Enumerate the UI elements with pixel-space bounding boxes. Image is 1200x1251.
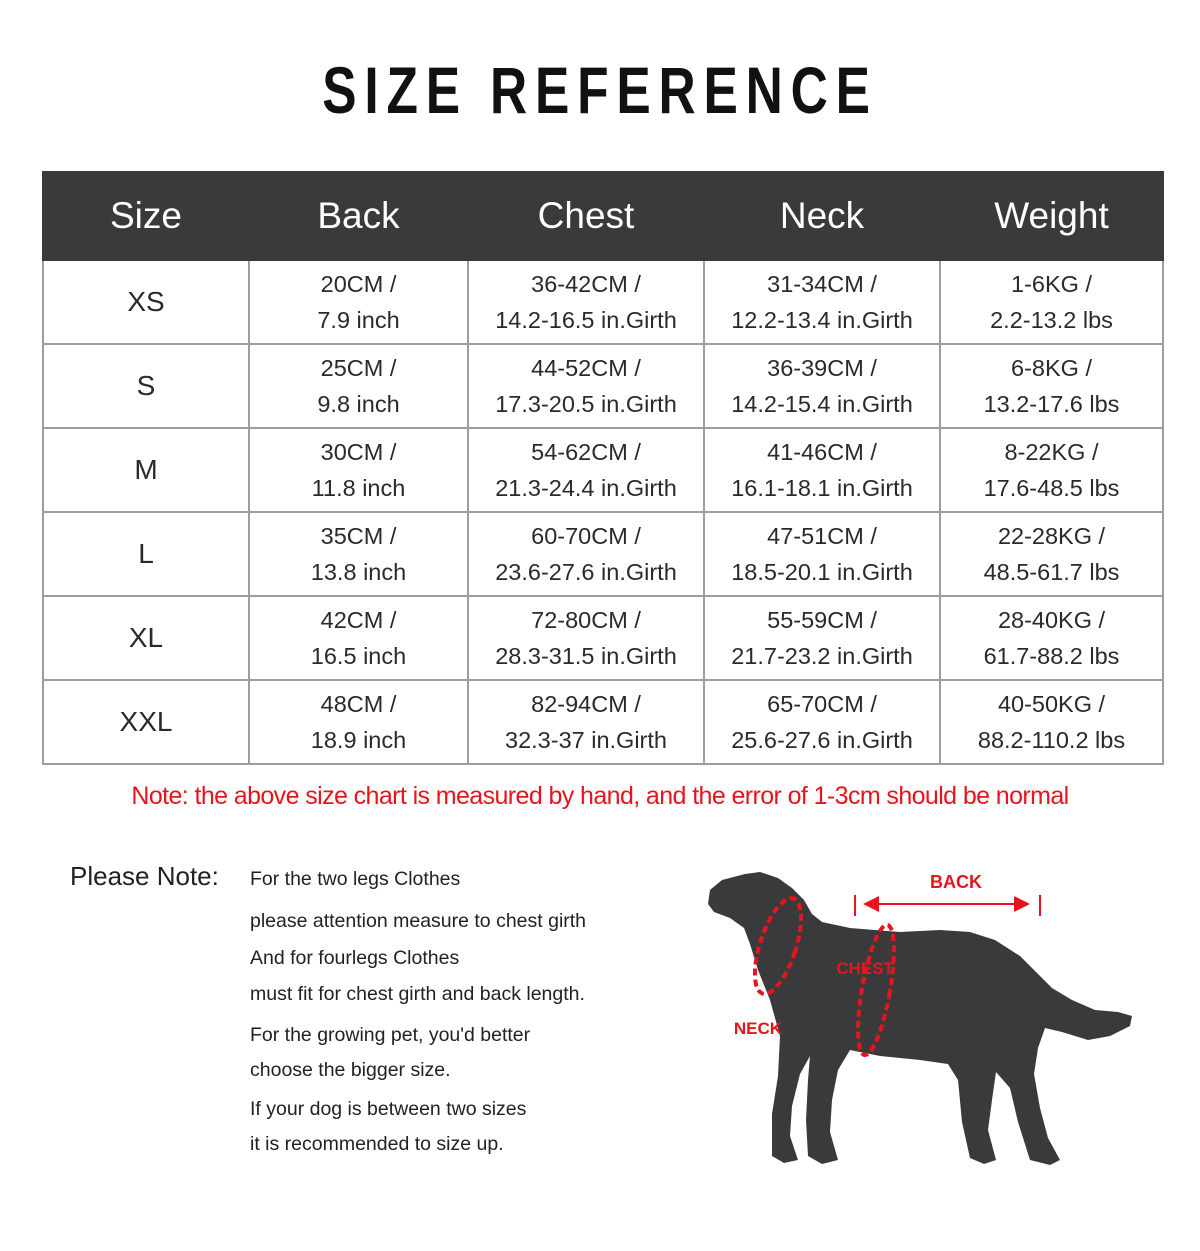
table-row <box>43 344 1163 428</box>
weight-kg: 6-8KG / <box>1011 355 1092 381</box>
note-line: If your dog is between two sizes <box>250 1098 527 1120</box>
chest-cm: 44-52CM / <box>531 355 641 381</box>
back-inch: 7.9 inch <box>317 307 400 333</box>
weight-cell <box>940 512 1163 596</box>
back-cm: 35CM / <box>320 523 397 549</box>
weight-lbs: 17.6-48.5 lbs <box>983 475 1120 501</box>
size-cell: XL <box>43 596 249 680</box>
neck-inch: 16.1-18.1 in.Girth <box>731 475 913 501</box>
back-cell <box>249 596 468 680</box>
table-row <box>43 428 1163 512</box>
chest-cell <box>468 344 704 428</box>
weight-cell <box>940 428 1163 512</box>
back-cell <box>249 512 468 596</box>
weight-cell <box>940 260 1163 344</box>
header-back: Back <box>249 172 468 260</box>
chest-inch: 17.3-20.5 in.Girth <box>495 391 677 417</box>
back-cm: 48CM / <box>320 691 397 717</box>
measurement-note: Note: the above size chart is measured by hand, and the error of 1-3cm should be normal <box>131 782 1069 810</box>
neck-cell <box>704 260 940 344</box>
neck-cm: 47-51CM / <box>767 523 877 549</box>
size-cell: XS <box>43 260 249 344</box>
table-row <box>43 596 1163 680</box>
dog-measurement-diagram <box>700 860 1140 1170</box>
chest-inch: 14.2-16.5 in.Girth <box>495 307 677 333</box>
weight-lbs: 2.2-13.2 lbs <box>990 307 1113 333</box>
back-cell <box>249 428 468 512</box>
note-line: And for fourlegs Clothes <box>250 947 460 969</box>
chest-inch: 32.3-37 in.Girth <box>505 727 667 753</box>
please-note-label: Please Note: <box>70 861 219 891</box>
note-line: it is recommended to size up. <box>250 1133 504 1155</box>
back-label: BACK <box>930 872 982 892</box>
back-cell <box>249 344 468 428</box>
weight-kg: 8-22KG / <box>1004 439 1099 465</box>
neck-inch: 21.7-23.2 in.Girth <box>731 643 913 669</box>
weight-kg: 1-6KG / <box>1011 271 1092 297</box>
back-cm: 30CM / <box>320 439 397 465</box>
back-cm: 25CM / <box>320 355 397 381</box>
chest-cell <box>468 512 704 596</box>
header-size: Size <box>43 172 249 260</box>
chest-cell <box>468 680 704 764</box>
neck-cell <box>704 680 940 764</box>
neck-cell <box>704 596 940 680</box>
neck-cell <box>704 512 940 596</box>
chest-inch: 21.3-24.4 in.Girth <box>495 475 677 501</box>
table-row <box>43 512 1163 596</box>
neck-cm: 65-70CM / <box>767 691 877 717</box>
back-inch: 18.9 inch <box>310 727 407 753</box>
chest-cm: 72-80CM / <box>531 607 641 633</box>
weight-lbs: 61.7-88.2 lbs <box>983 643 1120 669</box>
back-inch: 13.8 inch <box>310 559 407 585</box>
weight-lbs: 88.2-110.2 lbs <box>977 727 1126 753</box>
back-cell <box>249 260 468 344</box>
weight-cell <box>940 680 1163 764</box>
chest-inch: 23.6-27.6 in.Girth <box>495 559 677 585</box>
neck-cell <box>704 428 940 512</box>
header-chest: Chest <box>468 172 704 260</box>
page-title: SIZE REFERENCE <box>322 53 878 127</box>
size-cell: L <box>43 512 249 596</box>
neck-cm: 31-34CM / <box>767 271 877 297</box>
table-header-row <box>43 172 1163 260</box>
back-cell <box>249 680 468 764</box>
chest-cm: 54-62CM / <box>531 439 641 465</box>
chest-cell <box>468 428 704 512</box>
chest-cm: 36-42CM / <box>531 271 641 297</box>
neck-cm: 36-39CM / <box>767 355 877 381</box>
weight-cell <box>940 344 1163 428</box>
neck-inch: 14.2-15.4 in.Girth <box>731 391 913 417</box>
back-inch: 11.8 inch <box>311 475 406 501</box>
header-neck: Neck <box>704 172 940 260</box>
note-line: please attention measure to chest girth <box>250 910 587 932</box>
neck-inch: 12.2-13.4 in.Girth <box>731 307 913 333</box>
neck-label: NECK <box>733 1019 783 1038</box>
chest-cm: 60-70CM / <box>531 523 641 549</box>
back-inch: 9.8 inch <box>317 391 400 417</box>
neck-cm: 41-46CM / <box>767 439 877 465</box>
table-row <box>43 680 1163 764</box>
size-cell: M <box>43 428 249 512</box>
chest-cm: 82-94CM / <box>531 691 641 717</box>
back-cm: 42CM / <box>320 607 397 633</box>
weight-cell <box>940 596 1163 680</box>
weight-lbs: 13.2-17.6 lbs <box>983 391 1120 417</box>
chest-cell <box>468 596 704 680</box>
size-cell: S <box>43 344 249 428</box>
note-line: For the growing pet, you'd better <box>250 1024 531 1046</box>
size-table <box>42 171 1164 765</box>
note-line: For the two legs Clothes <box>250 868 461 890</box>
size-cell: XXL <box>43 680 249 764</box>
weight-kg: 28-40KG / <box>997 607 1106 633</box>
chest-label: CHEST <box>836 959 894 978</box>
neck-inch: 18.5-20.1 in.Girth <box>731 559 913 585</box>
neck-inch: 25.6-27.6 in.Girth <box>731 727 913 753</box>
table-row <box>43 260 1163 344</box>
neck-cell <box>704 344 940 428</box>
weight-kg: 22-28KG / <box>997 523 1106 549</box>
note-line: choose the bigger size. <box>250 1059 451 1081</box>
back-cm: 20CM / <box>320 271 397 297</box>
chest-inch: 28.3-31.5 in.Girth <box>495 643 677 669</box>
dog-silhouette-icon <box>700 860 1140 1170</box>
note-line: must fit for chest girth and back length. <box>250 983 585 1005</box>
weight-kg: 40-50KG / <box>997 691 1106 717</box>
chest-cell <box>468 260 704 344</box>
neck-cm: 55-59CM / <box>767 607 877 633</box>
header-weight: Weight <box>940 172 1163 260</box>
weight-lbs: 48.5-61.7 lbs <box>983 559 1120 585</box>
back-inch: 16.5 inch <box>310 643 407 669</box>
